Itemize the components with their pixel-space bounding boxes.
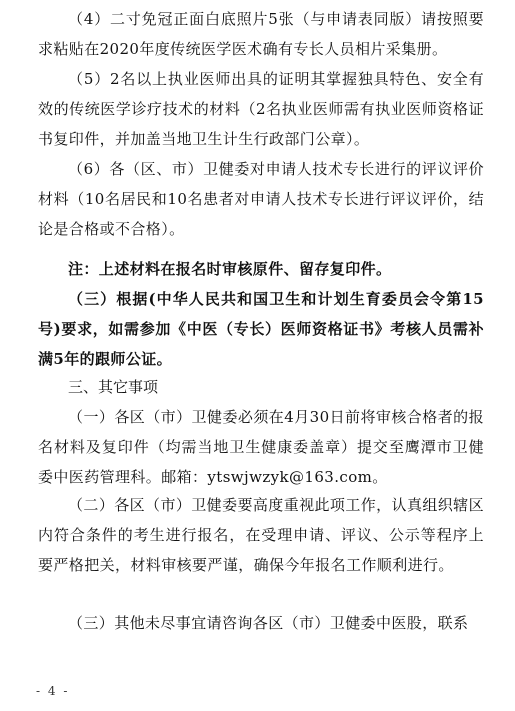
paragraph-physician-certificate: （5）2名以上执业医师出具的证明其掌握独具特色、安全有效的传统医学诊疗技术的材料（2名执业医师需有执业医师资格证书复印件，并加盖当地卫生计生行政部门公章）。 [38,70,484,148]
item-submission-deadline: （一）各区（市）卫健委必须在4月30日前将审核合格者的报名材料及复印件（均需当地卫生健康委盖章）提交至鹰潭市卫健委中医药管理科。邮箱：ytswjwzyk@163.com。 [38,408,484,486]
item-other-inquiries: （三）其他未尽事宜请咨询各区（市）卫健委中医股，联系 [68,614,469,632]
paragraph-evaluation-materials: （6）各（区、市）卫健委对申请人技术专长进行的评议评价材料（10名居民和10名患者对申请人技术专长进行评议评价，结论是合格或不合格）。 [38,160,484,238]
section-heading-other-matters: 三、其它事项 [68,378,159,396]
paragraph-apprenticeship-notarization: （三）根据(中华人民共和国卫生和计划生育委员会令第15号)要求，如需参加《中医（专长）医师资格证书》考核人员需补满5年的跟师公证。 [38,290,484,368]
page-number: - 4 - [36,684,70,698]
item-work-requirements: （二）各区（市）卫健委要高度重视此项工作，认真组织辖区内符合条件的考生进行报名，在受理申请、评议、公示等程序上要严格把关，材料审核要严谨，确保今年报名工作顺利进行。 [38,496,484,574]
note-original-review: 注：上述材料在报名时审核原件、留存复印件。 [68,260,392,278]
paragraph-photo-requirement: （4）二寸免冠正面白底照片5张（与申请表同版）请按照要求粘贴在2020年度传统医学医术确有专长人员相片采集册。 [38,10,484,58]
